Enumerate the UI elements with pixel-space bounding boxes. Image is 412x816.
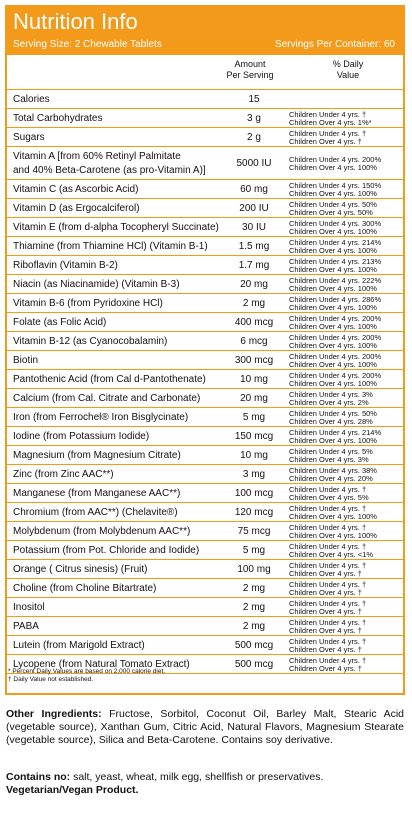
nutrient-row: [7, 109, 403, 128]
dv-over-4: Children Over 4 yrs. 100%: [289, 531, 377, 540]
nutrient-amount: 200 IU: [239, 202, 269, 214]
nutrient-row: [7, 370, 403, 389]
nutrient-row: [7, 90, 403, 109]
dv-over-4: Children Over 4 yrs. 100%: [289, 436, 377, 445]
nutrient-row: [7, 636, 403, 655]
dv-under-4: Children Under 4 yrs. †: [289, 541, 367, 551]
nutrient-row: [7, 579, 403, 598]
nutrient-amount: 400 mcg: [234, 316, 274, 328]
nutrient-row: [7, 598, 403, 617]
dv-over-4: Children Over 4 yrs. 100%: [289, 227, 377, 236]
nutrient-row: [7, 389, 403, 408]
nutrient-name: Lutein (from Marigold Extract): [13, 639, 145, 651]
nutrient-amount: 6 mcg: [240, 335, 268, 347]
amount-column-header: [215, 59, 285, 81]
dv-under-4: Children Under 4 yrs. 214%: [289, 237, 382, 247]
nutrient-name: Biotin: [13, 354, 39, 366]
footnote-percent-dv: * Percent Daily Values are based on 2,000 calorie diet.: [8, 668, 166, 675]
nutrient-name: Vitamin C (as Ascorbic Acid): [13, 183, 139, 195]
dv-header-line1: % Daily: [332, 59, 364, 69]
nutrient-row: [7, 294, 403, 313]
dv-under-4: Children Under 4 yrs. 213%: [289, 256, 382, 266]
dv-over-4: Children Over 4 yrs. 5%: [289, 493, 369, 502]
dv-over-4: Children Over 4 yrs. 20%: [289, 474, 373, 483]
nutrient-name: Vitamin E (from d-alpha Tocopheryl Succinate): [13, 221, 219, 233]
nutrient-amount: 15: [248, 93, 260, 105]
dv-under-4: Children Under 4 yrs. †: [289, 484, 367, 494]
nutrient-name: Potassium (from Pot. Chloride and Iodide): [13, 544, 200, 556]
nutrient-row: [7, 522, 403, 541]
dv-under-4: Children Under 4 yrs. †: [289, 617, 367, 627]
nutrient-amount: 20 mg: [240, 278, 268, 290]
dv-over-4: Children Over 4 yrs. 100%: [289, 512, 377, 521]
nutrient-amount: 100 mg: [237, 563, 271, 575]
nutrient-amount: 5000 IU: [236, 157, 272, 169]
nutrient-amount: 30 IU: [242, 221, 266, 233]
dv-under-4: Children Under 4 yrs. 200%: [289, 370, 382, 380]
nutrient-amount: 20 mg: [240, 392, 268, 404]
nutrient-name: Thiamine (from Thiamine HCl) (Vitamin B-1): [13, 240, 208, 252]
dv-over-4: Children Over 4 yrs. 100%: [289, 265, 377, 274]
nutrient-amount: 1.5 mg: [238, 240, 270, 252]
dv-over-4: Children Over 4 yrs. †: [289, 137, 362, 146]
nutrient-row: [7, 332, 403, 351]
dv-over-4: Children Over 4 yrs. †: [289, 607, 362, 616]
nutrient-name: Manganese (from Manganese AAC**): [13, 487, 181, 499]
vegan-note: Vegetarian/Vegan Product.: [6, 784, 139, 796]
nutrient-name: Molybdenum (from Molybdenum AAC**): [13, 525, 191, 537]
dv-over-4: Children Over 4 yrs. 100%: [289, 322, 377, 331]
nutrient-name: Niacin (as Niacinamide) (Vitamin B-3): [13, 278, 180, 290]
nutrient-name: Iodine (from Potassium Iodide): [13, 430, 150, 442]
dv-under-4: Children Under 4 yrs. 3%: [289, 389, 373, 399]
nutrient-name: Folate (as Folic Acid): [13, 316, 107, 328]
dv-under-4: Children Under 4 yrs. †: [289, 128, 367, 138]
nutrient-amount: 5 mg: [242, 544, 266, 556]
dv-header-line2: Value: [336, 70, 360, 80]
dv-under-4: Children Under 4 yrs. 300%: [289, 218, 382, 228]
dv-under-4: Children Under 4 yrs. 50%: [289, 408, 377, 418]
dv-over-4: Children Over 4 yrs. †: [289, 569, 362, 578]
page-title: Nutrition Info: [13, 9, 138, 34]
dv-under-4: Children Under 4 yrs. 200%: [289, 332, 382, 342]
amount-header-line2: Per Serving: [226, 70, 274, 80]
nutrient-amount: 2 g: [247, 131, 261, 143]
contains-no: [6, 771, 404, 797]
footnote-dv-not-established: † Daily Value not established.: [8, 676, 94, 683]
nutrient-row: [7, 275, 403, 294]
nutrient-name: Choline (from Choline Bitartrate): [13, 582, 157, 594]
nutrient-amount: 150 mcg: [234, 430, 274, 442]
dv-under-4: Children Under 4 yrs. †: [289, 560, 367, 570]
nutrient-amount: 500 mcg: [234, 658, 274, 670]
dv-under-4: Children Under 4 yrs. †: [289, 579, 367, 589]
nutrient-name: Vitamin B-12 (as Cyanocobalamin): [13, 335, 168, 347]
nutrient-name: Orange ( Citrus sinesis) (Fruit): [13, 563, 148, 575]
dv-over-4: Children Over 4 yrs. <1%: [289, 550, 373, 559]
nutrient-row: [7, 351, 403, 370]
nutrient-row: [7, 199, 403, 218]
other-ingredients: [6, 708, 404, 747]
nutrient-row: [7, 541, 403, 560]
dv-over-4: Children Over 4 yrs. 100%: [289, 379, 377, 388]
other-ingredients-text: Fructose, Sorbitol, Coconut Oil, Barley Malt, Stearic Acid (vegetable source), Xanthan Gum, Citric Acid, Natural Flavors, Magnesium Stearate (vegetable source), Silica and Beta-Carotene. Contains soy derivative.: [6, 708, 404, 746]
amount-header-line1: Amount: [234, 59, 266, 69]
nutrient-row: [7, 147, 403, 180]
contains-no-label: Contains no:: [6, 771, 71, 783]
nutrient-amount: 5 mg: [242, 411, 266, 423]
dv-over-4: Children Over 4 yrs. 1%*: [289, 118, 372, 127]
dv-under-4: Children Under 4 yrs. †: [289, 522, 367, 532]
nutrient-name: Pantothenic Acid (from Cal d-Pantothenate): [13, 373, 206, 385]
nutrient-name: Total Carbohydrates: [13, 112, 103, 124]
nutrient-amount: 3 mg: [242, 468, 266, 480]
nutrient-name: Vitamin D (as Ergocalciferol): [13, 202, 140, 214]
nutrient-row: [7, 313, 403, 332]
dv-over-4: Children Over 4 yrs. 100%: [289, 360, 377, 369]
nutrient-amount: 1.7 mg: [238, 259, 270, 271]
nutrient-amount: 2 mg: [242, 582, 266, 594]
dv-over-4: Children Over 4 yrs. †: [289, 664, 362, 673]
nutrient-name: Riboflavin (Vitamin B-2): [13, 259, 118, 271]
nutrient-name-line2: and 40% Beta-Carotene (as pro-Vitamin A)]: [13, 164, 206, 176]
nutrient-amount: 2 mg: [242, 620, 266, 632]
nutrient-amount: 2 mg: [242, 601, 266, 613]
contains-no-text: salt, yeast, wheat, milk egg, shellfish or preservatives.: [70, 771, 324, 783]
nutrition-header: [7, 7, 403, 55]
dv-under-4: Children Under 4 yrs. †: [289, 503, 367, 513]
dv-over-4: Children Over 4 yrs. 50%: [289, 208, 373, 217]
nutrient-name: Chromium (from AAC**) (Chelavite®): [13, 506, 178, 518]
dv-over-4: Children Over 4 yrs. 100%: [289, 163, 377, 172]
dv-under-4: Children Under 4 yrs. 200%: [289, 154, 382, 164]
dv-over-4: Children Over 4 yrs. 100%: [289, 303, 377, 312]
column-headers: [7, 55, 403, 90]
nutrient-name: Lycopene (from Natural Tomato Extract): [13, 658, 190, 670]
dv-under-4: Children Under 4 yrs. †: [289, 655, 367, 665]
daily-value-column-header: [303, 59, 393, 81]
nutrient-amount: 500 mcg: [234, 639, 274, 651]
serving-size: Serving Size: 2 Chewable Tablets: [13, 39, 162, 50]
dv-over-4: Children Over 4 yrs. †: [289, 588, 362, 597]
nutrient-row: [7, 180, 403, 199]
dv-over-4: Children Over 4 yrs. 100%: [289, 189, 377, 198]
nutrient-row: [7, 465, 403, 484]
dv-under-4: Children Under 4 yrs. †: [289, 636, 367, 646]
nutrient-row: [7, 128, 403, 147]
dv-over-4: Children Over 4 yrs. †: [289, 645, 362, 654]
nutrient-name: Vitamin A [from 60% Retinyl Palmitate: [13, 150, 181, 162]
dv-under-4: Children Under 4 yrs. 5%: [289, 446, 373, 456]
nutrient-row: [7, 256, 403, 275]
nutrient-name: Vitamin B-6 (from Pyridoxine HCl): [13, 297, 163, 309]
nutrient-row: [7, 617, 403, 636]
nutrient-name: Inositol: [13, 601, 45, 613]
dv-under-4: Children Under 4 yrs. †: [289, 598, 367, 608]
nutrient-amount: 100 mcg: [234, 487, 274, 499]
dv-under-4: Children Under 4 yrs. 38%: [289, 465, 377, 475]
nutrient-row: [7, 427, 403, 446]
dv-under-4: Children Under 4 yrs. 150%: [289, 180, 382, 190]
dv-under-4: Children Under 4 yrs. 286%: [289, 294, 382, 304]
nutrient-table: [7, 90, 403, 674]
nutrient-row: [7, 408, 403, 427]
dv-under-4: Children Under 4 yrs. 200%: [289, 351, 382, 361]
nutrient-name: Sugars: [13, 131, 45, 143]
nutrient-amount: 2 mg: [242, 297, 266, 309]
dv-under-4: Children Under 4 yrs. †: [289, 109, 367, 119]
nutrient-row: [7, 446, 403, 465]
nutrient-amount: 120 mcg: [234, 506, 274, 518]
nutrient-name: Calories: [13, 93, 50, 105]
dv-over-4: Children Over 4 yrs. 100%: [289, 341, 377, 350]
nutrient-row: [7, 484, 403, 503]
dv-over-4: Children Over 4 yrs. 28%: [289, 417, 373, 426]
dv-over-4: Children Over 4 yrs. 100%: [289, 246, 377, 255]
dv-over-4: Children Over 4 yrs. 100%: [289, 284, 377, 293]
nutrient-amount: 10 mg: [240, 373, 268, 385]
nutrient-amount: 3 g: [247, 112, 261, 124]
nutrition-panel: [5, 5, 405, 695]
nutrient-name: Calcium (from Cal. Citrate and Carbonate): [13, 392, 201, 404]
dv-over-4: Children Over 4 yrs. †: [289, 626, 362, 635]
nutrient-amount: 10 mg: [240, 449, 268, 461]
dv-under-4: Children Under 4 yrs. 214%: [289, 427, 382, 437]
nutrient-row: [7, 218, 403, 237]
nutrient-name: Iron (from Ferrochel® Iron Bisglycinate): [13, 411, 189, 423]
nutrient-amount: 300 mcg: [234, 354, 274, 366]
dv-over-4: Children Over 4 yrs. 2%: [289, 398, 369, 407]
dv-under-4: Children Under 4 yrs. 50%: [289, 199, 377, 209]
nutrient-row: [7, 237, 403, 256]
nutrient-name: Zinc (from Zinc AAC**): [13, 468, 114, 480]
nutrient-row: [7, 560, 403, 579]
nutrient-name: PABA: [13, 620, 39, 632]
nutrient-amount: 60 mg: [240, 183, 268, 195]
servings-per-container: Servings Per Container: 60: [274, 39, 395, 50]
nutrient-name: Magnesium (from Magnesium Citrate): [13, 449, 181, 461]
other-ingredients-label: Other Ingredients:: [6, 708, 102, 720]
footnotes: [8, 668, 165, 684]
dv-under-4: Children Under 4 yrs. 222%: [289, 275, 382, 285]
dv-over-4: Children Over 4 yrs. 3%: [289, 455, 369, 464]
nutrient-row: [7, 503, 403, 522]
nutrient-amount: 75 mcg: [237, 525, 271, 537]
dv-under-4: Children Under 4 yrs. 200%: [289, 313, 382, 323]
